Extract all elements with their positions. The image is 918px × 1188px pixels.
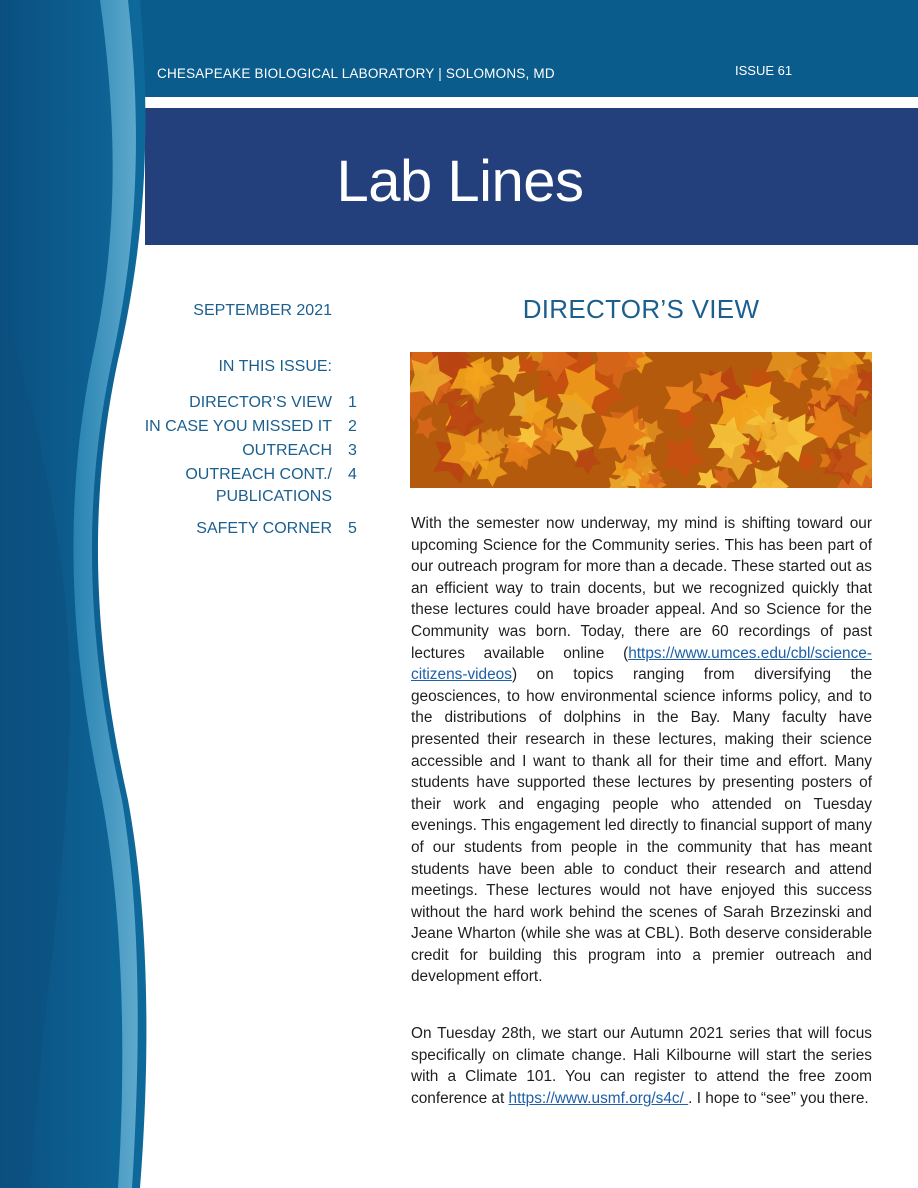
org-line: CHESAPEAKE BIOLOGICAL LABORATORY | SOLOMONS, MD <box>157 66 555 81</box>
decorative-wave <box>0 0 200 1188</box>
article-paragraph-1 <box>411 513 872 988</box>
toc-page: 1 <box>348 394 357 411</box>
toc-label: OUTREACH CONT./ <box>185 466 332 483</box>
videos-link[interactable]: https://www.umces.edu/cbl/science-citizens-videos <box>411 644 872 684</box>
toc-label: SAFETY CORNER <box>196 520 332 537</box>
section-title: DIRECTOR’S VIEW <box>522 294 760 324</box>
registration-link[interactable]: https://www.usmf.org/s4c/ <box>508 1089 689 1107</box>
article-paragraph-2 <box>411 1023 872 1109</box>
newsletter-title: Lab Lines <box>336 149 584 214</box>
header-divider <box>145 99 918 105</box>
toc-page: 3 <box>348 442 357 459</box>
toc-page: 4 <box>348 466 357 483</box>
in-this-issue-heading: IN THIS ISSUE: <box>218 358 332 375</box>
toc-page: 5 <box>348 520 357 537</box>
toc-label: IN CASE YOU MISSED IT <box>144 418 332 435</box>
paragraph-text: On Tuesday 28th, we start our Autumn 2021 series that will focus specifically on climate change. Hali Kilbourne will start the series with a Climate 101. You can register to attend the free zoom conference at <box>411 1025 872 1107</box>
autumn-leaves-image <box>410 352 872 488</box>
paragraph-text: . I hope to “see” you there. <box>688 1089 869 1107</box>
paragraph-text: ) on topics ranging from diversifying the geosciences, to how environmental science informs policy, and to the distributions of dolphins in the Bay. Many faculty have presented their research in these lectures, making their science accessible and I want to thank all for their time and effort. Many students have supported these lectures by presenting posters of their work and engaging people who attended on Tuesday evenings. This engagement led directly to financial support of many of our students from people in the community that has meant students have been able to conduct their research and attend meetings. These lectures would not have enjoyed this success without the hard work behind the scenes of Sarah Brzezinski and Jeane Wharton (while she was at CBL). Both deserve considerable credit for building this program into a premier outreach and development effort. <box>411 666 872 986</box>
toc-label: OUTREACH <box>242 442 332 459</box>
issue-number: ISSUE 61 <box>735 63 793 78</box>
title-band <box>145 108 918 245</box>
paragraph-text: With the semester now underway, my mind is shifting toward our upcoming Science for the Community series. This has been part of our outreach program for more than a decade. These started out as an efficient way to train docents, but we recognized quickly that these lectures could have broader appeal. And so Science for the Community was born. Today, there are 60 recordings of past lectures available online ( <box>411 515 872 662</box>
toc-page: 2 <box>348 418 357 435</box>
toc-label: DIRECTOR’S VIEW <box>189 394 332 411</box>
issue-date: SEPTEMBER 2021 <box>193 302 332 319</box>
toc-label-line2: PUBLICATIONS <box>215 488 332 505</box>
